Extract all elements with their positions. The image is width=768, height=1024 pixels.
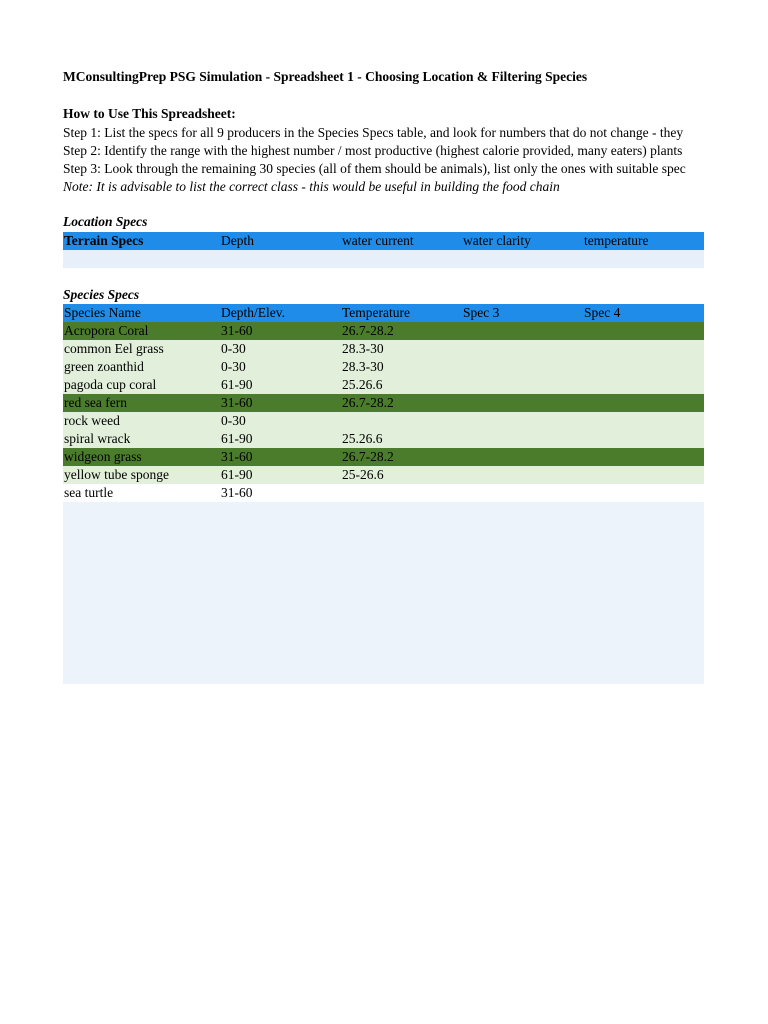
- spec-3-cell[interactable]: [462, 394, 584, 412]
- location-specs-label: Location Specs: [63, 214, 148, 229]
- spec-3-cell[interactable]: [462, 484, 584, 502]
- table-row[interactable]: [63, 466, 704, 484]
- header-species-name[interactable]: Species Name: [64, 305, 141, 320]
- depth-cell[interactable]: 0-30: [221, 359, 246, 374]
- temperature-cell[interactable]: 28.3-30: [342, 359, 384, 374]
- species-specs-header-row: [63, 304, 704, 322]
- spec-3-cell[interactable]: [462, 448, 584, 466]
- spec-4-cell[interactable]: [583, 376, 705, 394]
- depth-cell[interactable]: 31-60: [221, 449, 253, 464]
- spec-3-cell[interactable]: [462, 358, 584, 376]
- instruction-note: Note: It is advisable to list the correct class - this would be useful in building the food chain: [63, 179, 560, 194]
- temperature-cell[interactable]: 25.26.6: [342, 377, 383, 392]
- species-specs-label: Species Specs: [63, 287, 140, 302]
- header-temperature[interactable]: Temperature: [342, 305, 411, 320]
- header-temperature[interactable]: temperature: [584, 233, 649, 248]
- temperature-cell[interactable]: 25-26.6: [342, 467, 384, 482]
- table-row[interactable]: [63, 358, 704, 376]
- header-water-clarity[interactable]: water clarity: [463, 233, 531, 248]
- spec-3-cell[interactable]: [462, 466, 584, 484]
- depth-cell[interactable]: 31-60: [221, 395, 253, 410]
- table-row[interactable]: [63, 376, 704, 394]
- spec-3-cell[interactable]: [462, 430, 584, 448]
- spec-4-cell[interactable]: [583, 340, 705, 358]
- depth-cell[interactable]: 0-30: [221, 413, 246, 428]
- instruction-step-1: Step 1: List the specs for all 9 producers in the Species Specs table, and look for numbers that do not change - they: [63, 125, 684, 140]
- temperature-cell[interactable]: 26.7-28.2: [342, 395, 394, 410]
- depth-cell[interactable]: 31-60: [221, 323, 253, 338]
- species-name-cell[interactable]: sea turtle: [64, 485, 114, 500]
- header-spec-3[interactable]: Spec 3: [463, 305, 500, 320]
- spec-4-cell[interactable]: [583, 448, 705, 466]
- header-spec-4[interactable]: Spec 4: [584, 305, 621, 320]
- species-name-cell[interactable]: spiral wrack: [64, 431, 131, 446]
- spec-4-cell[interactable]: [583, 394, 705, 412]
- location-specs-empty-row[interactable]: [63, 250, 704, 268]
- spec-3-cell[interactable]: [462, 412, 584, 430]
- depth-cell[interactable]: 0-30: [221, 341, 246, 356]
- temperature-cell[interactable]: [341, 412, 463, 430]
- table-row[interactable]: [63, 448, 704, 466]
- sheet-title: MConsultingPrep PSG Simulation - Spreadsheet 1 - Choosing Location & Filtering Species: [63, 69, 588, 84]
- temperature-cell[interactable]: 25.26.6: [342, 431, 383, 446]
- spec-4-cell[interactable]: [583, 322, 705, 340]
- table-row[interactable]: [63, 322, 704, 340]
- spec-4-cell[interactable]: [583, 358, 705, 376]
- spec-4-cell[interactable]: [583, 484, 705, 502]
- species-name-cell[interactable]: rock weed: [64, 413, 120, 428]
- spec-3-cell[interactable]: [462, 376, 584, 394]
- table-row[interactable]: [63, 430, 704, 448]
- species-name-cell[interactable]: yellow tube sponge: [64, 467, 169, 482]
- instruction-step-3: Step 3: Look through the remaining 30 species (all of them should be animals), list only the ones with suitable spec: [63, 161, 686, 176]
- species-name-cell[interactable]: widgeon grass: [64, 449, 142, 464]
- spec-3-cell[interactable]: [462, 322, 584, 340]
- spec-4-cell[interactable]: [583, 412, 705, 430]
- species-table-empty-area[interactable]: [63, 502, 704, 684]
- species-name-cell[interactable]: Acropora Coral: [64, 323, 149, 338]
- depth-cell[interactable]: 61-90: [221, 377, 253, 392]
- temperature-cell[interactable]: 26.7-28.2: [342, 323, 394, 338]
- location-specs-header-row: [63, 232, 704, 250]
- header-terrain-specs[interactable]: Terrain Specs: [64, 233, 144, 248]
- table-row[interactable]: [63, 412, 704, 430]
- header-depth[interactable]: Depth: [221, 233, 254, 248]
- header-water-current[interactable]: water current: [342, 233, 414, 248]
- temperature-cell[interactable]: [341, 484, 463, 502]
- depth-cell[interactable]: 61-90: [221, 431, 253, 446]
- species-name-cell[interactable]: green zoanthid: [64, 359, 144, 374]
- depth-cell[interactable]: 61-90: [221, 467, 253, 482]
- species-name-cell[interactable]: common Eel grass: [64, 341, 164, 356]
- spec-4-cell[interactable]: [583, 430, 705, 448]
- table-row[interactable]: [63, 340, 704, 358]
- spec-4-cell[interactable]: [583, 466, 705, 484]
- temperature-cell[interactable]: 28.3-30: [342, 341, 384, 356]
- species-name-cell[interactable]: pagoda cup coral: [64, 377, 157, 392]
- depth-cell[interactable]: 31-60: [221, 485, 253, 500]
- instruction-step-2: Step 2: Identify the range with the highest number / most productive (highest calorie provided, many eaters) plants: [63, 143, 683, 158]
- table-row[interactable]: [63, 484, 704, 502]
- species-name-cell[interactable]: red sea fern: [64, 395, 127, 410]
- spec-3-cell[interactable]: [462, 340, 584, 358]
- table-row[interactable]: [63, 394, 704, 412]
- header-depth-elev[interactable]: Depth/Elev.: [221, 305, 285, 320]
- how-to-heading: How to Use This Spreadsheet:: [63, 106, 236, 121]
- temperature-cell[interactable]: 26.7-28.2: [342, 449, 394, 464]
